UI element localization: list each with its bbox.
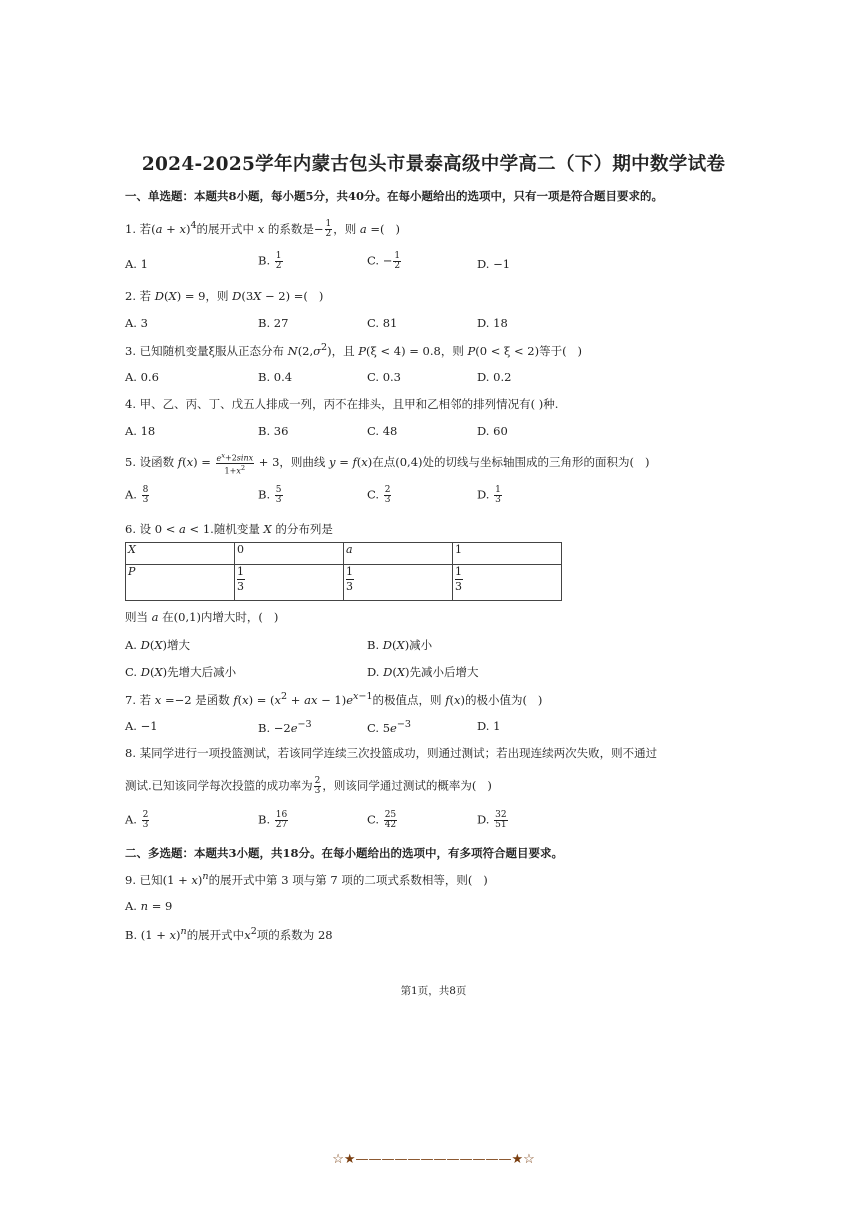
q7-option-d: D. 1 — [477, 719, 501, 733]
section-2-heading: 二、多选题：本题共3小题，共18分。在每小题给出的选项中，有多项符合题目要求。 — [125, 846, 564, 860]
q1-option-b: B. $\frac{1}{2}$ — [258, 251, 282, 271]
q6-option-c: C. D(X)先增大后减小 — [125, 665, 237, 679]
q9-option-b: B. $(1 + x)^n$的展开式中$x^2$项的系数为 28 — [125, 926, 333, 942]
q2-option-a: A. 3 — [125, 316, 148, 330]
table-cell: 1 3 — [344, 565, 453, 601]
q1-option-d: D. −1 — [477, 257, 511, 271]
q3-option-d: D. 0.2 — [477, 370, 512, 384]
q6-option-a: A. D(X)增大 — [125, 638, 191, 652]
table-cell: X — [126, 543, 235, 565]
table-cell: 1 3 — [235, 565, 344, 601]
question-9: 9. 已知$(1 + x)^n$的展开式中第 3 项与第 7 项的二项式系数相等，则( ) — [125, 871, 488, 887]
q8-option-d: D. $\frac{32}{51}$ — [477, 810, 507, 830]
q5-option-b: B. $\frac{5}{3}$ — [258, 485, 282, 505]
table-cell: 0 — [235, 543, 344, 565]
question-8-line2: 测试.已知该同学每次投篮的成功率为 $\frac{2}{3}$ ，则该同学通过测试的概率为( ) — [125, 776, 492, 796]
q5-option-c: C. $\frac{2}{3}$ — [367, 485, 391, 505]
q6-option-b: B. D(X)减小 — [367, 638, 433, 652]
table-row — [126, 565, 562, 601]
decorative-stars-line: ☆★————————————★☆ — [332, 1152, 535, 1167]
distribution-table — [125, 542, 562, 601]
q8-option-b: B. $\frac{16}{27}$ — [258, 810, 288, 830]
q1-option-a: A. 1 — [125, 257, 148, 271]
question-8-line1: 8. 某同学进行一项投篮测试，若该同学连续三次投篮成功，则通过测试；若出现连续两次失败，则不通过 — [125, 746, 658, 760]
q2-option-c: C. 81 — [367, 316, 398, 330]
question-6-follow: 则当 a 在(0,1)内增大时，( ) — [125, 610, 279, 624]
question-6: 6. 设 0 < a < 1.随机变量 X 的分布列是 — [125, 522, 333, 536]
q8-option-a: A. $\frac{2}{3}$ — [125, 810, 149, 830]
q4-option-b: B. 36 — [258, 424, 289, 438]
table-cell: P — [126, 565, 235, 601]
table-cell: a — [344, 543, 453, 565]
q3-option-a: A. 0.6 — [125, 370, 159, 384]
question-7: 7. 若 x =−2 是函数 $f(x) = (x^2$ + ax − $1)e^{x-1}$的极值点，则 f(x)的极小值为( ) — [125, 691, 543, 707]
question-1: 1. 若$(a + x)^4$的展开式中 x 的系数是− $\frac{1}{2}$ ，则 a =( ) — [125, 219, 400, 240]
q3-option-c: C. 0.3 — [367, 370, 401, 384]
q1-option-c: C. − $\frac{1}{2}$ — [367, 251, 401, 271]
table-cell: 1 3 — [453, 565, 562, 601]
q8-option-c: C. $\frac{25}{42}$ — [367, 810, 397, 830]
question-2: 2. 若 D(X) = 9，则 D(3X − 2) =( ) — [125, 289, 324, 303]
q7-option-c: C. $5e^{-3}$ — [367, 719, 411, 735]
question-5: 5. 设函数 f(x) = $\frac{e^x+2\sin x}{1+x^2}$ + 3，则曲线 y = f(x)在点(0,4)处的切线与坐标轴围成的三角形的面积为( ) — [125, 451, 650, 476]
q9-option-a: A. n = 9 — [125, 899, 173, 913]
q5-option-d: D. $\frac{1}{3}$ — [477, 485, 501, 505]
q4-option-c: C. 48 — [367, 424, 398, 438]
table-cell: 1 — [453, 543, 562, 565]
q3-option-b: B. 0.4 — [258, 370, 293, 384]
page-title: 2024-2025学年内蒙古包头市景泰高级中学高二（下）期中数学试卷 — [141, 154, 726, 175]
q4-option-a: A. 18 — [125, 424, 156, 438]
q5-option-a: A. $\frac{8}{3}$ — [125, 485, 149, 505]
page-footer: 第1页，共8页 — [400, 985, 467, 997]
question-4: 4. 甲、乙、丙、丁、戊五人排成一列，丙不在排头，且甲和乙相邻的排列情况有( )种. — [125, 397, 559, 411]
q2-option-d: D. 18 — [477, 316, 508, 330]
q6-option-d: D. D(X)先减小后增大 — [367, 665, 479, 679]
q4-option-d: D. 60 — [477, 424, 508, 438]
q2-option-b: B. 27 — [258, 316, 289, 330]
q7-option-b: B. $-2e^{-3}$ — [258, 719, 312, 735]
section-1-heading: 一、单选题：本题共8小题，每小题5分，共40分。在每小题给出的选项中，只有一项是符合题目要求的。 — [125, 189, 664, 203]
table-row — [126, 543, 562, 565]
question-3: 3. 已知随机变量ξ服从正态分布 $N(2,\sigma^2)$，且 P(ξ < 4) = 0.8，则 P(0 < ξ < 2)等于( ) — [125, 342, 583, 358]
q7-option-a: A. −1 — [125, 719, 158, 733]
